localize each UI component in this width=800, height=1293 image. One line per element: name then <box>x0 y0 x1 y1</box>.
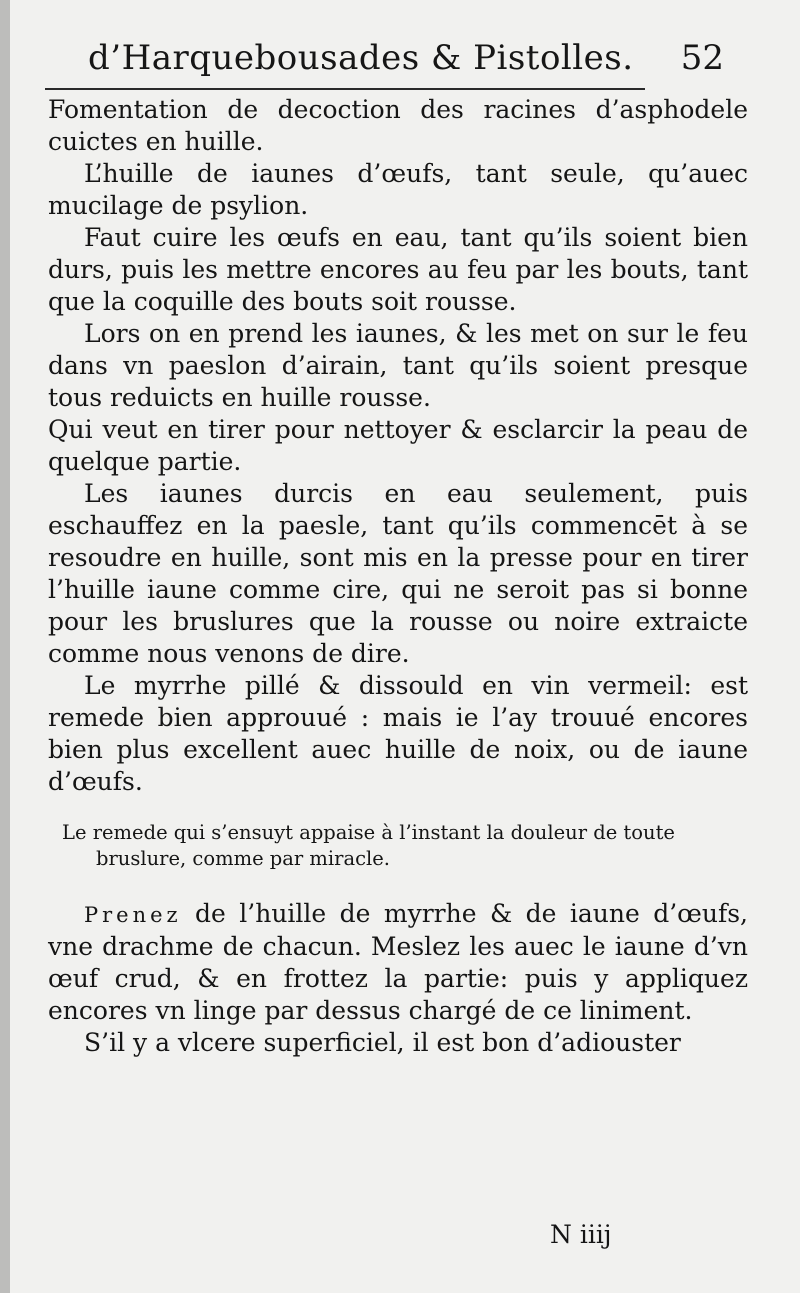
paragraph: L’huille de iaunes d’œufs, tant seule, qu’auec mucilage de psylion. <box>48 159 748 220</box>
paragraph: Lors on en prend les iaunes, & les met on sur le feu dans vn paeslon d’airain, tant qu’ils soient presque tous reduicts en huille rousse. <box>48 319 748 412</box>
header-rule <box>45 88 645 90</box>
running-head: d’Harquebousades & Pistolles. <box>88 38 634 78</box>
paragraph: Faut cuire les œufs en eau, tant qu’ils soient bien durs, puis les mettre encores au feu par les bouts, tant que la coquille des bouts soit rousse. <box>48 223 748 316</box>
page-body <box>48 94 748 1059</box>
page-number: 52 <box>680 38 724 78</box>
signature-mark: N iiij <box>550 1220 612 1249</box>
recipe-paragraph <box>48 898 748 1027</box>
side-note: Le remede qui s’ensuyt appaise à l’instant la douleur de toute bruslure, comme par miracle. <box>62 821 675 870</box>
page-header <box>78 38 738 90</box>
paragraph: Les iaunes durcis en eau seulement, puis eschauffez en la paesle, tant qu’ils commencēt à se resoudre en huille, sont mis en la presse pour en tirer l’huille iaune comme cire, qui ne seroit pas si bonne pour les bruslures que la rousse ou noire extraicte comme nous venons de dire. <box>48 479 748 668</box>
paragraph: Qui veut en tirer pour nettoyer & esclarcir la peau de quelque partie. <box>48 415 748 476</box>
paragraph: Fomentation de decoction des racines d’asphodele cuictes en huille. <box>48 95 748 156</box>
paragraph: Le myrrhe pillé & dissould en vin vermeil: est remede bien approuué : mais ie l’ay trouué encores bien plus excellent auec huille de noix, ou de iaune d’œufs. <box>48 671 748 796</box>
paragraph: S’il y a vlcere superficiel, il est bon d’adiouster <box>84 1028 681 1057</box>
recipe-text: de l’huille de myrrhe & de iaune d’œufs, vne drachme de chacun. Meslez les auec le iaune d’vn œuf crud, & en frottez la partie: puis y appliquez encores vn linge par dessus chargé de ce liniment. <box>48 899 748 1025</box>
page-gutter <box>0 0 10 1293</box>
recipe-lead-word: Prenez <box>84 903 182 927</box>
